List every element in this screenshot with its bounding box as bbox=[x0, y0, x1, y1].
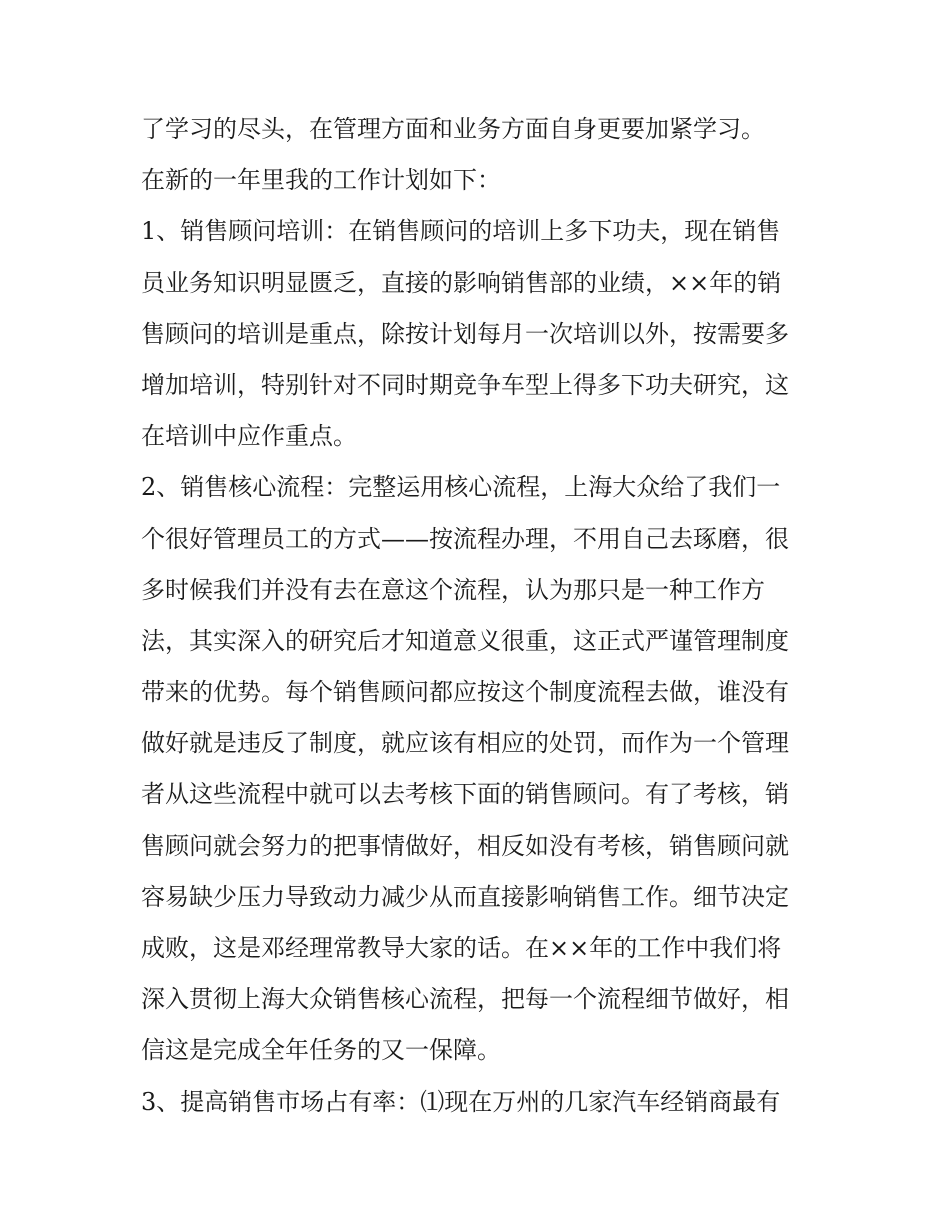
text-line: 了学习的尽头，在管理方面和业务方面自身更要加紧学习。 bbox=[141, 115, 765, 143]
text-line: 多时候我们并没有去在意这个流程，认为那只是一种工作方 bbox=[141, 575, 765, 604]
text-line: 法，其实深入的研究后才知道意义很重，这正式严谨管理制度 bbox=[141, 626, 789, 655]
text-line: 带来的优势。每个销售顾问都应按这个制度流程去做，谁没有 bbox=[141, 678, 789, 707]
text-line: 售顾问就会努力的把事情做好，相反如没有考核，销售顾问就 bbox=[141, 831, 789, 860]
text-line: 2、销售核心流程：完整运用核心流程，上海大众给了我们一 bbox=[141, 473, 781, 502]
text-line: 在培训中应作重点。 bbox=[141, 422, 357, 451]
text-line: 做好就是违反了制度，就应该有相应的处罚，而作为一个管理 bbox=[141, 729, 789, 758]
text-line: 容易缺少压力导致动力减少从而直接影响销售工作。细节决定 bbox=[141, 882, 789, 911]
text-line: 售顾问的培训是重点，除按计划每月一次培训以外，按需要多 bbox=[141, 319, 789, 348]
text-line: 3、提高销售市场占有率：⑴现在万州的几家汽车经销商最有 bbox=[141, 1087, 781, 1116]
text-line: 在新的一年里我的工作计划如下： bbox=[141, 166, 501, 195]
document-body bbox=[141, 104, 821, 1128]
text-line: 员业务知识明显匮乏，直接的影响销售部的业绩，××年的销 bbox=[141, 268, 782, 297]
text-line: 信这是完成全年任务的又一保障。 bbox=[141, 1036, 501, 1065]
text-line: 增加培训，特别针对不同时期竞争车型上得多下功夫研究，这 bbox=[141, 370, 789, 399]
text-line: 个很好管理员工的方式——按流程办理，不用自己去琢磨，很 bbox=[141, 524, 789, 553]
text-line: 成败，这是邓经理常教导大家的话。在××年的工作中我们将 bbox=[141, 934, 782, 962]
text-line: 1、销售顾问培训：在销售顾问的培训上多下功夫，现在销售 bbox=[141, 217, 781, 246]
text-line: 深入贯彻上海大众销售核心流程，把每一个流程细节做好，相 bbox=[141, 985, 789, 1014]
text-line: 者从这些流程中就可以去考核下面的销售顾问。有了考核，销 bbox=[141, 780, 789, 809]
